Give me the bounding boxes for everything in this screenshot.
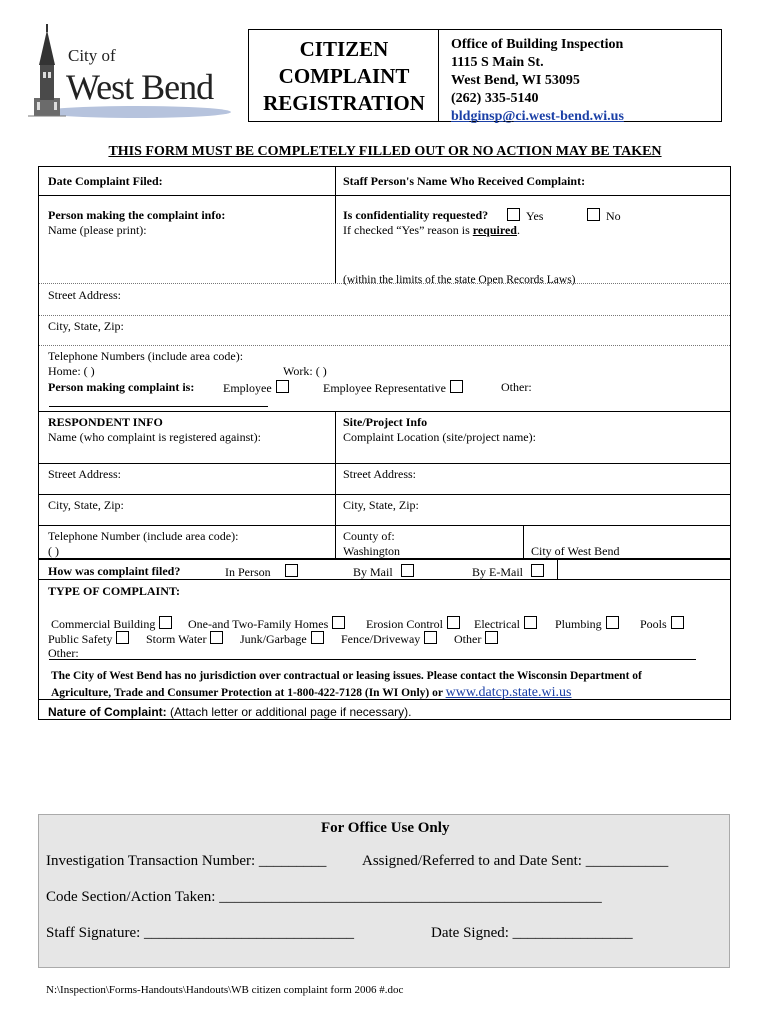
- date-signed-field[interactable]: Date Signed: ________________: [431, 925, 633, 941]
- logo-city-of: City of: [68, 46, 116, 65]
- type-label: Junk/Garbage: [240, 632, 307, 646]
- type-commercial-option[interactable]: [51, 616, 172, 631]
- form-banner: THIS FORM MUST BE COMPLETELY FILLED OUT OR NO ACTION MAY BE TAKEN: [108, 144, 662, 159]
- type-of-complaint-label: TYPE OF COMPLAINT:: [48, 584, 180, 598]
- type-checkbox[interactable]: [116, 631, 129, 644]
- reason-prefix: If checked “Yes” reason is: [343, 223, 473, 237]
- type-pools-option[interactable]: [640, 616, 684, 631]
- in-person-option[interactable]: [225, 564, 298, 579]
- type-label: Fence/Driveway: [341, 632, 421, 646]
- confidentiality-label: Is confidentiality requested?: [343, 208, 489, 222]
- reason-required-word: required: [472, 223, 517, 237]
- work-phone-label: Work: ( ): [283, 364, 327, 378]
- city-west-bend-label: City of West Bend: [531, 544, 620, 558]
- office-phone: (262) 335-5140: [451, 91, 539, 106]
- type-label: One-and Two-Family Homes: [188, 617, 329, 631]
- type-checkbox[interactable]: [159, 616, 172, 629]
- nature-hint: (Attach letter or additional page if necessary).: [166, 705, 412, 719]
- employee-label: Employee: [223, 381, 272, 395]
- type-label: Electrical: [474, 617, 520, 631]
- staff-signature-field[interactable]: Staff Signature: ____________________________: [46, 925, 355, 941]
- type-plumbing-option[interactable]: [555, 616, 619, 631]
- how-filed-label: How was complaint filed?: [48, 564, 181, 578]
- staff-received-label: Staff Person's Name Who Received Complaint:: [343, 174, 586, 188]
- file-path-footer: N:\Inspection\Forms-Handouts\Handouts\WB citizen complaint form 2006 #.doc: [46, 984, 404, 996]
- by-mail-label: By Mail: [353, 565, 393, 579]
- title-line-2: COMPLAINT: [278, 64, 410, 88]
- telephones-label: Telephone Numbers (include area code):: [48, 349, 244, 363]
- datcp-link[interactable]: www.datcp.state.wi.us: [445, 685, 572, 700]
- by-email-label: By E-Mail: [472, 565, 523, 579]
- type-label: Public Safety: [48, 632, 113, 646]
- type-checkbox[interactable]: [524, 616, 537, 629]
- complaint-form: [38, 166, 731, 720]
- type-electrical-option[interactable]: [474, 616, 537, 631]
- no-label: No: [606, 209, 621, 223]
- respondent-street-label: Street Address:: [48, 467, 121, 481]
- nature-of-complaint: [48, 705, 411, 719]
- complaint-location-label: Complaint Location (site/project name):: [343, 430, 536, 444]
- employee-option[interactable]: [223, 380, 289, 395]
- home-phone-label: Home: ( ): [48, 364, 95, 378]
- type-checkbox[interactable]: [424, 631, 437, 644]
- type-checkbox[interactable]: [311, 631, 324, 644]
- by-mail-option[interactable]: [353, 564, 414, 579]
- office-city: West Bend, WI 53095: [451, 73, 580, 88]
- reason-required-text: [343, 223, 520, 237]
- employee-rep-option[interactable]: [323, 380, 463, 395]
- confidential-no-option[interactable]: [587, 208, 621, 223]
- code-section-field[interactable]: Code Section/Action Taken: ___________________________________________________: [46, 889, 602, 905]
- type-checkbox[interactable]: [606, 616, 619, 629]
- date-filed-label: Date Complaint Filed:: [48, 174, 163, 188]
- no-checkbox[interactable]: [587, 208, 600, 221]
- type-checkbox[interactable]: [332, 616, 345, 629]
- by-mail-checkbox[interactable]: [401, 564, 414, 577]
- employee-rep-checkbox[interactable]: [450, 380, 463, 393]
- site-info-label: Site/Project Info: [343, 415, 428, 429]
- type-checkbox[interactable]: [447, 616, 460, 629]
- county-of-label: County of:: [343, 529, 395, 543]
- office-email-link[interactable]: bldginsp@ci.west-bend.wi.us: [451, 109, 624, 124]
- respondent-info-label: RESPONDENT INFO: [48, 415, 163, 429]
- city-logo: [26, 24, 238, 124]
- open-records-note: (within the limits of the state Open Records Laws): [343, 274, 576, 286]
- type-one-two-family-option[interactable]: [188, 616, 345, 631]
- type-storm-water-option[interactable]: [146, 631, 223, 646]
- form-title-box: [248, 29, 439, 122]
- other-complainant-label: Other:: [501, 380, 532, 394]
- type-checkbox[interactable]: [485, 631, 498, 644]
- type-other-line-label: Other:: [48, 646, 79, 660]
- title-line-3: REGISTRATION: [263, 91, 425, 115]
- logo-west-bend: West Bend: [66, 67, 214, 107]
- name-print-label: Name (please print):: [48, 223, 147, 237]
- type-label: Erosion Control: [366, 617, 443, 631]
- type-junk-garbage-option[interactable]: [240, 631, 324, 646]
- type-public-safety-option[interactable]: [48, 631, 129, 646]
- yes-label: Yes: [526, 209, 544, 223]
- office-use-box: [38, 814, 730, 968]
- jurisdiction-text: Agriculture, Trade and Consumer Protection at 1-800-422-7128 (In WI Only) or: [51, 687, 446, 699]
- reason-suffix: .: [516, 223, 520, 237]
- type-label: Other: [454, 632, 482, 646]
- respondent-phone-label: Telephone Number (include area code):: [48, 529, 239, 543]
- complainant-info-label: Person making the complaint info:: [48, 208, 226, 222]
- complainant-is-label: Person making complaint is:: [48, 380, 195, 394]
- type-erosion-option[interactable]: [366, 616, 460, 631]
- type-other-option[interactable]: [454, 631, 498, 646]
- assigned-referred-field[interactable]: Assigned/Referred to and Date Sent: ___________: [362, 853, 669, 869]
- type-checkbox[interactable]: [210, 631, 223, 644]
- office-name: Office of Building Inspection: [451, 37, 624, 52]
- county-washington: Washington: [343, 544, 401, 558]
- respondent-name-label: Name (who complaint is registered against):: [48, 430, 261, 444]
- investigation-number-field[interactable]: Investigation Transaction Number: _________: [46, 853, 327, 869]
- jurisdiction-line-2: [51, 685, 571, 700]
- respondent-phone-paren: ( ): [48, 544, 59, 558]
- office-street: 1115 S Main St.: [451, 55, 544, 70]
- by-email-checkbox[interactable]: [531, 564, 544, 577]
- title-line-1: CITIZEN: [299, 37, 389, 61]
- in-person-checkbox[interactable]: [285, 564, 298, 577]
- site-street-label: Street Address:: [343, 467, 416, 481]
- employee-checkbox[interactable]: [276, 380, 289, 393]
- city-state-zip-label: City, State, Zip:: [48, 319, 124, 333]
- type-label: Storm Water: [146, 632, 207, 646]
- employee-rep-label: Employee Representative: [323, 381, 446, 395]
- type-fence-driveway-option[interactable]: [341, 631, 437, 646]
- site-city-label: City, State, Zip:: [343, 498, 419, 512]
- confidential-yes-option[interactable]: [507, 208, 543, 223]
- jurisdiction-line-1: The City of West Bend has no jurisdiction over contractual or leasing issues. Please contact the Wisconsin Department of: [51, 670, 642, 682]
- type-label: Pools: [640, 617, 667, 631]
- respondent-city-label: City, State, Zip:: [48, 498, 124, 512]
- nature-label: Nature of Complaint:: [48, 705, 167, 719]
- yes-checkbox[interactable]: [507, 208, 520, 221]
- street-address-label: Street Address:: [48, 288, 121, 302]
- type-label: Plumbing: [555, 617, 602, 631]
- type-label: Commercial Building: [51, 617, 156, 631]
- by-email-option[interactable]: [472, 564, 544, 579]
- type-checkbox[interactable]: [671, 616, 684, 629]
- office-address-box: [438, 29, 722, 122]
- office-use-title: For Office Use Only: [321, 820, 450, 836]
- in-person-label: In Person: [225, 565, 271, 579]
